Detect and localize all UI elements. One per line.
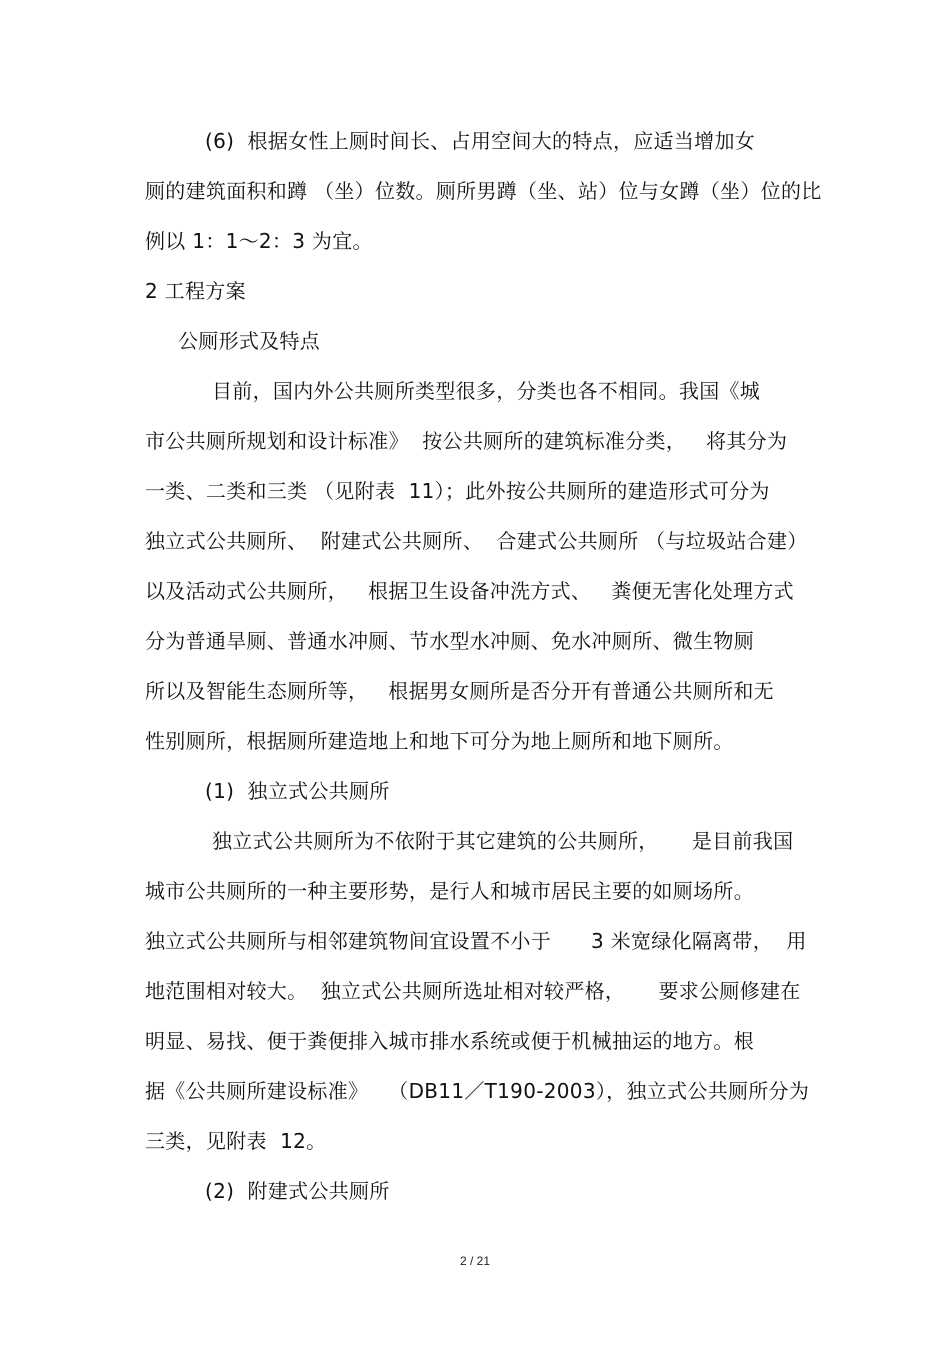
page-number: 2 / 21 (459, 1254, 491, 1268)
text-line: 所以及智能生态厕所等， 根据男女厕所是否分开有普通公共厕所和无 (145, 679, 774, 703)
item-heading: (1) 独立式公共厕所 (205, 779, 390, 803)
text-line: 目前，国内外公共厕所类型很多，分类也各不相同。我国《城 (212, 379, 761, 403)
text-line: 例以 1：1～2：3 为宜。 (145, 229, 373, 253)
text-line: 三类，见附表 12。 (145, 1129, 327, 1153)
text-line: 地范围相对较大。 独立式公共厕所选址相对较严格， 要求公厕修建在 (145, 979, 801, 1003)
item-heading: (2) 附建式公共厕所 (205, 1179, 390, 1203)
text-line: 独立式公共厕所与相邻建筑物间宜设置不小于 3 米宽绿化隔离带， 用 (145, 929, 807, 953)
text-line: (6) 根据女性上厕时间长、占用空间大的特点，应适当增加女 (205, 129, 756, 153)
text-line: 市公共厕所规划和设计标准》 按公共厕所的建筑标准分类， 将其分为 (145, 429, 788, 453)
text-line: 城市公共厕所的一种主要形势，是行人和城市居民主要的如厕场所。 (145, 879, 754, 903)
text-line: 分为普通旱厕、普通水冲厕、节水型水冲厕、免水冲厕所、微生物厕 (145, 629, 754, 653)
text-line: 独立式公共厕所、 附建式公共厕所、 合建式公共厕所 （与垃圾站合建） (145, 529, 808, 553)
text-line: 以及活动式公共厕所， 根据卫生设备冲洗方式、 粪便无害化处理方式 (145, 579, 794, 603)
text-line: 据《公共厕所建设标准》 （DB11／T190-2003），独立式公共厕所分为 (145, 1079, 810, 1103)
text-line: 性别厕所，根据厕所建造地上和地下可分为地上厕所和地下厕所。 (145, 729, 734, 753)
text-line: 明显、易找、便于粪便排入城市排水系统或便于机械抽运的地方。根 (145, 1029, 754, 1053)
subsection-heading: 公厕形式及特点 (178, 329, 321, 353)
section-heading: 2 工程方案 (145, 279, 246, 303)
text-line: 一类、二类和三类 （见附表 11）；此外按公共厕所的建造形式可分为 (145, 479, 770, 503)
text-line: 独立式公共厕所为不依附于其它建筑的公共厕所， 是目前我国 (212, 829, 794, 853)
text-line: 厕的建筑面积和蹲 （坐）位数。厕所男蹲（坐、站）位与女蹲（坐）位的比 (145, 179, 822, 203)
